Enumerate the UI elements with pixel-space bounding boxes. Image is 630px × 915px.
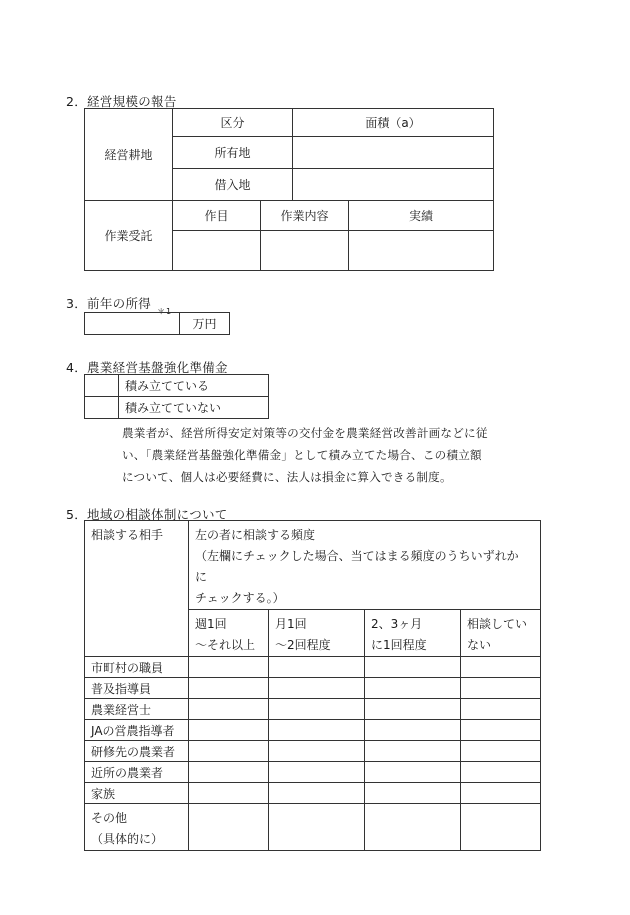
table-cell[interactable] [269,741,365,762]
table-cell[interactable] [269,657,365,678]
table-cell[interactable] [365,762,461,783]
freq-option-monthly [269,610,365,657]
section5-heading: 5．地域の相談体制について [66,507,228,522]
table-cell[interactable] [365,720,461,741]
table-cell[interactable] [365,741,461,762]
reserve-checkbox-2[interactable] [85,397,119,419]
col-menseki: 面積（a） [293,109,494,137]
farmland-table [84,108,494,201]
jisseki-field[interactable] [349,231,494,271]
table-cell[interactable] [461,762,541,783]
table-cell[interactable] [189,762,269,783]
description-line-1: 農業者が、経営所得安定対策等の交付金を農業経営改善計画などに従 [122,426,488,440]
other-line-1: その他 [91,811,128,825]
leased-area-field[interactable] [293,169,494,201]
contract-label: 作業受託 [85,201,173,271]
income-table [84,312,230,335]
row-leased-label: 借入地 [173,169,293,201]
income-field[interactable] [85,313,180,335]
reserve-checkbox-1[interactable] [85,375,119,397]
other-line-2: （具体的に） [91,832,164,846]
table-cell[interactable] [461,804,541,851]
freq-monthly-line-2: ～2回程度 [275,638,331,652]
table-cell[interactable] [365,804,461,851]
col-partner: 相談する相手 [85,521,189,657]
freq-option-quarterly [365,610,461,657]
freq-quarterly-line-2: に1回程度 [371,638,427,652]
table-cell[interactable] [269,699,365,720]
freq-monthly-line-1: 月1回 [275,617,307,631]
partner-label: JAの営農指導者 [85,720,189,741]
table-cell[interactable] [269,783,365,804]
freq-line-4: チェックする。） [195,591,285,605]
partner-label: 市町村の職員 [85,657,189,678]
table-cell[interactable] [461,783,541,804]
table-cell[interactable] [461,720,541,741]
reserve-description [122,422,522,488]
freq-none-line-2: ない [467,638,492,652]
partner-label: 研修先の農業者 [85,741,189,762]
partner-label: 家族 [85,783,189,804]
freq-line-3: に [195,570,208,584]
table-cell[interactable] [189,678,269,699]
table-cell[interactable] [189,783,269,804]
partner-label: 農業経営士 [85,699,189,720]
farmland-label: 経営耕地 [85,109,173,201]
note-mark: ＊1 [157,307,173,316]
naiyo-field[interactable] [261,231,349,271]
col-jisseki: 実績 [349,201,494,231]
table-cell[interactable] [269,720,365,741]
table-cell[interactable] [269,804,365,851]
col-naiyo: 作業内容 [261,201,349,231]
freq-instructions [189,521,541,610]
freq-quarterly-line-1: 2、3ヶ月 [371,617,423,631]
partner-other [85,804,189,851]
table-cell[interactable] [461,699,541,720]
sakumoku-field[interactable] [173,231,261,271]
table-cell[interactable] [461,678,541,699]
table-cell[interactable] [461,657,541,678]
reserve-option-2: 積み立てていない [119,397,269,419]
section2-heading: 2．経営規模の報告 [66,94,177,109]
table-cell[interactable] [365,783,461,804]
table-cell[interactable] [189,699,269,720]
table-cell[interactable] [365,699,461,720]
contract-table [84,200,494,271]
description-line-2: い、「農業経営基盤強化準備金」として積み立てた場合、この積立額 [122,448,482,462]
table-cell[interactable] [365,657,461,678]
table-cell[interactable] [269,762,365,783]
freq-none-line-1: 相談してい [467,617,528,631]
freq-option-weekly [189,610,269,657]
freq-line-1: 左の者に相談する頻度 [195,528,316,542]
table-cell[interactable] [365,678,461,699]
income-unit: 万円 [180,313,230,335]
consultation-table [84,520,541,851]
table-cell[interactable] [189,804,269,851]
col-kubun: 区分 [173,109,293,137]
section3-heading-text: 3．前年の所得 [66,296,152,311]
freq-weekly-line-1: 週1回 [195,617,227,631]
table-cell[interactable] [269,678,365,699]
description-line-3: について、個人は必要経費に、法人は損金に算入できる制度。 [122,470,452,484]
partner-label: 近所の農業者 [85,762,189,783]
freq-line-2: （左欄にチェックした場合、当てはまる頻度のうちいずれか [195,549,519,563]
section3-heading [66,294,173,316]
owned-area-field[interactable] [293,137,494,169]
table-cell[interactable] [189,657,269,678]
partner-label: 普及指導員 [85,678,189,699]
table-cell[interactable] [189,720,269,741]
reserve-option-1: 積み立てている [119,375,269,397]
col-sakumoku: 作目 [173,201,261,231]
section4-heading: 4．農業経営基盤強化準備金 [66,360,228,375]
reserve-table [84,374,269,419]
row-owned-label: 所有地 [173,137,293,169]
table-cell[interactable] [189,741,269,762]
table-cell[interactable] [461,741,541,762]
freq-option-none [461,610,541,657]
freq-weekly-line-2: ～それ以上 [195,638,256,652]
